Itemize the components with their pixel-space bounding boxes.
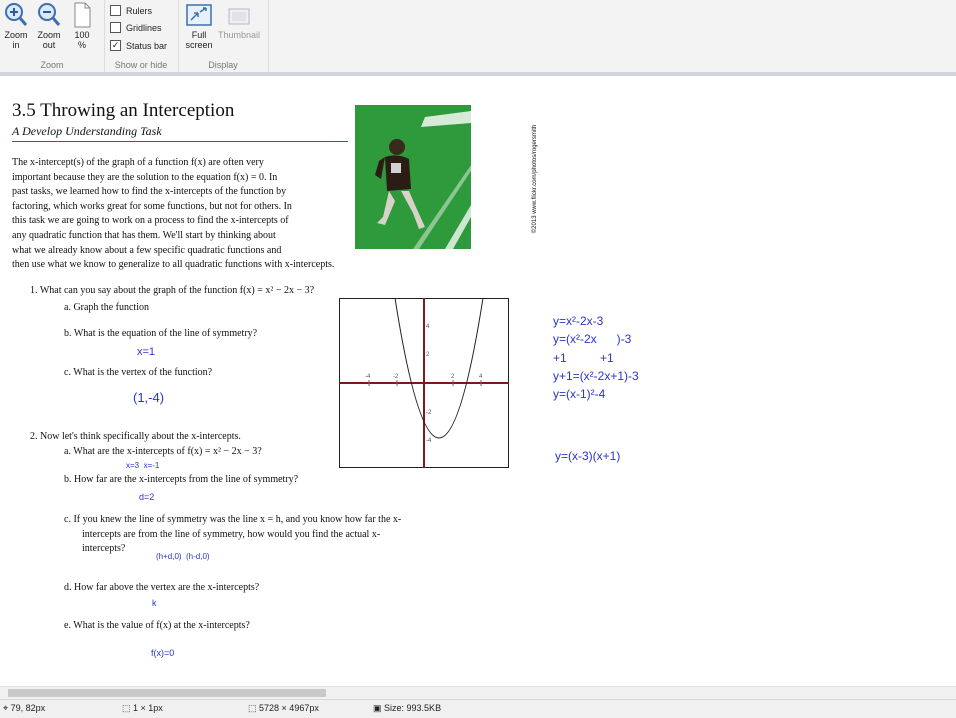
full-screen-button[interactable] <box>182 2 216 50</box>
ribbon <box>0 0 956 73</box>
intro-line: factoring, which works great for some functions, but not for others. In <box>12 200 292 212</box>
zoom-in-icon <box>4 2 28 28</box>
cursor-position <box>3 703 45 714</box>
display-group-label: Display <box>208 60 238 70</box>
y-tick-label: -2 <box>426 410 432 416</box>
cursor-position-text: 79, 82px <box>10 703 46 713</box>
question-2e: e. What is the value of f(x) at the x-intercepts? <box>64 620 250 631</box>
question-2c-line: intercepts are from the line of symmetry, how would you find the actual x- <box>82 528 381 540</box>
question-2c-line: c. If you knew the line of symmetry was the line x = h, and you know how far the x- <box>64 514 402 525</box>
question-1a: a. Graph the function <box>64 302 149 313</box>
show-hide-group-label: Show or hide <box>114 60 168 70</box>
intro-line: what we already know about a few specific quadratic functions and <box>12 244 282 256</box>
image-dimensions-text: 5728 × 4967px <box>259 703 319 713</box>
rulers-checkbox-box[interactable] <box>110 5 121 16</box>
work-line-2: y=(x²-2x )-3 <box>553 332 632 346</box>
full-screen-label-2: screen <box>185 40 213 50</box>
zoom-out-label-2: out <box>42 40 56 50</box>
status-bar-label: Status bar <box>126 41 168 51</box>
thumbnail-button[interactable] <box>216 2 262 40</box>
factored-form: y=(x-3)(x+1) <box>555 449 621 463</box>
full-screen-label-1: Full <box>191 30 207 40</box>
intro-paragraph <box>12 156 412 273</box>
x-tick-label: -2 <box>393 374 399 380</box>
question-2c-line: intercepts? <box>82 543 126 555</box>
zoom-out-label-1: Zoom <box>37 30 61 40</box>
question-2: 2. Now let's think specifically about the x-intercepts. <box>30 431 241 442</box>
question-2a: a. What are the x-intercepts of f(x) = x² − 2x − 3? <box>64 446 262 457</box>
status-bar-checkbox[interactable] <box>110 39 167 53</box>
zoom-100-label-1: 100 <box>74 30 90 40</box>
zoom-100-label-2: % <box>77 40 86 50</box>
intro-line: important because they are the solution to the equation f(x) = 0. In <box>12 171 278 183</box>
zoom-in-button[interactable] <box>2 2 30 50</box>
image-dimensions <box>248 703 319 714</box>
selection-size-text: 1 × 1px <box>133 703 163 713</box>
zoom-group <box>0 0 105 72</box>
intro-line: any quadratic function that has them. We'll start by thinking about <box>12 229 276 241</box>
work-line-3: +1 +1 <box>553 351 614 365</box>
y-tick-label: 4 <box>426 324 430 330</box>
y-tick-label: 2 <box>426 352 430 358</box>
zoom-out-icon <box>37 2 61 28</box>
zoom-in-label-2: in <box>12 40 20 50</box>
answer-above: k <box>152 598 157 608</box>
horizontal-scroll-thumb[interactable] <box>8 689 326 697</box>
question-2d: d. How far above the vertex are the x-intercepts? <box>64 582 260 593</box>
x-tick-label: -4 <box>365 374 371 380</box>
intro-line: The x-intercept(s) of the graph of a function f(x) are often very <box>12 157 264 168</box>
dimensions-icon: ⬚ <box>248 703 257 713</box>
x-tick-label: 2 <box>451 374 455 380</box>
rulers-checkbox[interactable] <box>110 4 152 18</box>
question-2c <box>64 513 401 557</box>
title-rule <box>12 141 348 142</box>
function-graph <box>339 298 510 469</box>
answer-intercepts: x=3 x=-1 <box>126 461 160 470</box>
work-line-5: y=(x-1)²-4 <box>553 387 606 401</box>
intro-line: this task we are going to work on a process to find the x-intercepts of <box>12 215 289 227</box>
y-tick-label: -4 <box>426 438 432 444</box>
answer-vertex: (1,-4) <box>133 390 165 405</box>
selection-icon: ⬚ <box>122 703 131 713</box>
answer-value: f(x)=0 <box>151 648 175 658</box>
disk-icon: ▣ <box>373 703 382 713</box>
answer-symmetry: x=1 <box>137 346 156 358</box>
gridlines-checkbox[interactable] <box>110 21 162 35</box>
work-line-4: y+1=(x²-2x+1)-3 <box>553 369 639 383</box>
gridlines-checkbox-box[interactable] <box>110 22 121 33</box>
file-size <box>373 703 441 714</box>
intro-line: then use what we know to generalize to all quadratic functions with x-intercepts. <box>12 259 335 271</box>
answer-distance: d=2 <box>139 492 155 502</box>
question-2b: b. How far are the x-intercepts from the line of symmetry? <box>64 474 299 485</box>
answer-actual-intercepts: (h+d,0) (h-d,0) <box>156 552 210 561</box>
cursor-icon: ⌖ <box>3 703 9 713</box>
intro-line: past tasks, we learned how to find the x-intercepts of the function by <box>12 186 287 198</box>
actual-size-icon <box>72 2 92 28</box>
zoom-in-label-1: Zoom <box>4 30 28 40</box>
selection-size <box>122 703 163 714</box>
document-canvas[interactable] <box>0 76 956 686</box>
question-1c: c. What is the vertex of the function? <box>64 367 213 378</box>
question-1b: b. What is the equation of the line of symmetry? <box>64 328 258 339</box>
gridlines-label: Gridlines <box>126 23 162 33</box>
task-subtitle: A Develop Understanding Task <box>12 124 162 138</box>
zoom-100-button[interactable] <box>68 2 96 50</box>
file-size-text: Size: 993.5KB <box>384 703 442 713</box>
horizontal-scrollbar[interactable] <box>0 686 956 699</box>
full-screen-icon <box>186 2 212 28</box>
zoom-group-label: Zoom <box>40 60 64 70</box>
status-bar-checkbox-box[interactable]: ✓ <box>111 40 120 51</box>
status-bar <box>0 699 956 718</box>
work-line-1: y=x²-2x-3 <box>553 314 604 328</box>
question-1: 1. What can you say about the graph of the function f(x) = x² − 2x − 3? <box>30 285 315 296</box>
rulers-label: Rulers <box>126 6 153 16</box>
thumbnail-label: Thumbnail <box>217 30 261 40</box>
photo-credit: ©2013 www.flickr.com/photos/rogersmith <box>532 124 538 234</box>
task-title: 3.5 Throwing an Interception <box>12 100 235 121</box>
display-group <box>178 0 269 72</box>
x-tick-label: 4 <box>479 374 483 380</box>
zoom-out-button[interactable] <box>34 2 64 50</box>
thumbnail-icon <box>226 2 252 28</box>
